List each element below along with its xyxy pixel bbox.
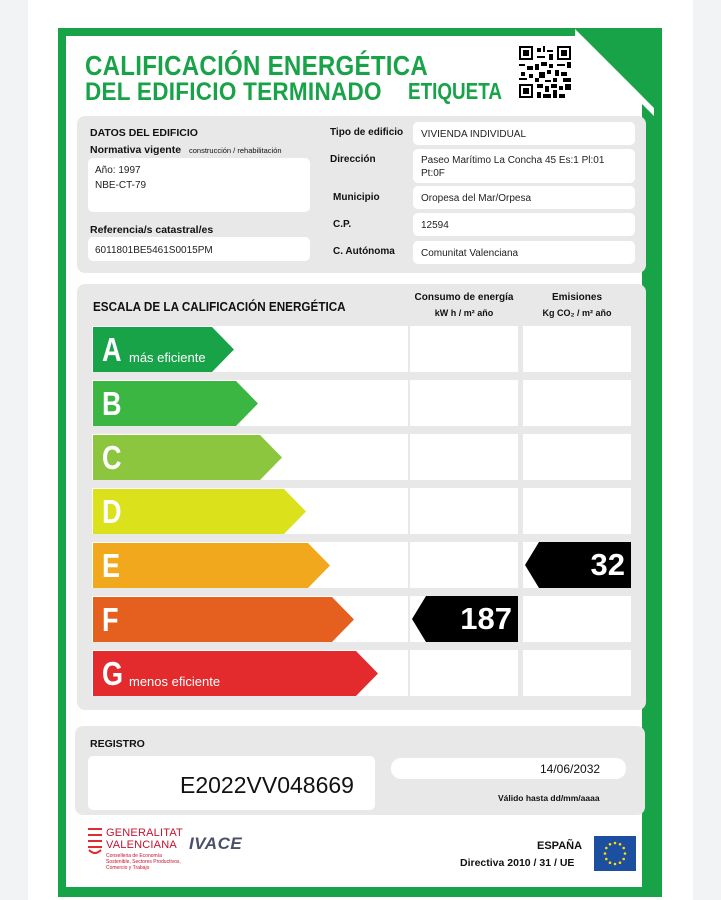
emisiones-value: 32 [590, 547, 625, 582]
tipo-value: VIVIENDA INDIVIDUAL [421, 129, 527, 140]
cp-value: 12594 [421, 220, 449, 231]
gva-small2: Sostenible, Sectores Productivos, [106, 859, 181, 865]
consumo-cell-a [410, 326, 518, 372]
ref-catastral-value: 6011801BE5461S0015PM [95, 245, 213, 256]
consumo-header: Consumo de energía [414, 292, 514, 303]
consumo-indicator [412, 596, 518, 642]
class-arrow-g [93, 651, 378, 696]
ref-catastral-label: Referencia/s catastral/es [90, 224, 214, 236]
consumo-cell-e [410, 542, 518, 588]
class-arrow-f [93, 597, 354, 642]
emisiones-cell-a [523, 326, 631, 372]
class-letter: A [102, 331, 122, 368]
normativa-label: Normativa vigente [90, 144, 182, 156]
consumo-cell-d [410, 488, 518, 534]
registro-label: REGISTRO [90, 738, 145, 750]
class-letter: B [102, 385, 122, 422]
class-letter: D [102, 493, 122, 530]
gva-small1: Conselleria de Economía [106, 853, 162, 859]
normativa-norm: NBE-CT-79 [95, 180, 147, 191]
country-label: ESPAÑA [537, 840, 583, 852]
class-letter: E [102, 547, 121, 584]
consumo-unit: kW h / m² año [434, 308, 494, 318]
class-arrow-b [93, 381, 258, 426]
valid-caption: Válido hasta dd/mm/aaaa [498, 793, 600, 803]
municipio-label: Municipio [333, 192, 380, 203]
directive-label: Directiva 2010 / 31 / UE [460, 857, 575, 869]
building-section-title: DATOS DEL EDIFICIO [90, 127, 198, 139]
class-arrow-a [93, 327, 234, 372]
consumo-cell-g [410, 650, 518, 696]
registro-number: E2022VV048669 [180, 772, 354, 798]
gva-line1: GENERALITAT [106, 827, 183, 839]
emisiones-cell-d [523, 488, 631, 534]
class-arrow-e [93, 543, 330, 588]
eu-flag-icon [594, 836, 636, 871]
emisiones-indicator [525, 542, 631, 588]
consumo-value: 187 [460, 601, 512, 636]
direccion-label: Dirección [330, 154, 376, 165]
normativa-sublabel: construcción / rehabilitación [189, 146, 282, 155]
consumo-cell-c [410, 434, 518, 480]
normativa-year: Año: 1997 [95, 165, 141, 176]
ivace-logo: IVACE [189, 834, 243, 853]
ca-label: C. Autónoma [333, 246, 395, 257]
municipio-value: Oropesa del Mar/Orpesa [421, 193, 532, 204]
tipo-label: Tipo de edificio [330, 127, 404, 138]
gva-line2: VALENCIANA [106, 839, 177, 851]
scale-title: ESCALA DE LA CALIFICACIÓN ENERGÉTICA [93, 299, 346, 314]
class-sublabel: más eficiente [129, 350, 206, 365]
class-letter: C [102, 439, 122, 476]
generalitat-logo-icon [88, 826, 102, 856]
class-arrow-d [93, 489, 306, 534]
ca-value: Comunitat Valenciana [421, 248, 519, 259]
valid-date: 14/06/2032 [540, 762, 601, 776]
consumo-cell-b [410, 380, 518, 426]
title-line-2: DEL EDIFICIO TERMINADO [85, 78, 382, 106]
title-line-1: CALIFICACIÓN ENERGÉTICA [85, 50, 429, 81]
etiqueta-label: ETIQUETA [408, 78, 502, 104]
folded-corner [575, 29, 662, 116]
emisiones-unit: Kg CO₂ / m² año [542, 308, 612, 318]
emisiones-cell-b [523, 380, 631, 426]
cp-label: C.P. [333, 219, 352, 230]
emisiones-cell-c [523, 434, 631, 480]
class-arrow-c [93, 435, 282, 480]
class-sublabel: menos eficiente [129, 674, 221, 689]
gva-small3: Comercio y Trabajo [106, 865, 150, 871]
qr-code-icon [519, 46, 571, 98]
emisiones-cell-g [523, 650, 631, 696]
emisiones-cell-f [523, 596, 631, 642]
class-letter: G [102, 655, 124, 692]
direccion-value: Paseo Marítimo La Concha 45 Es:1 Pl:01 Pt:0F [421, 155, 605, 179]
emisiones-header: Emisiones [551, 292, 603, 303]
class-letter: F [102, 601, 119, 638]
